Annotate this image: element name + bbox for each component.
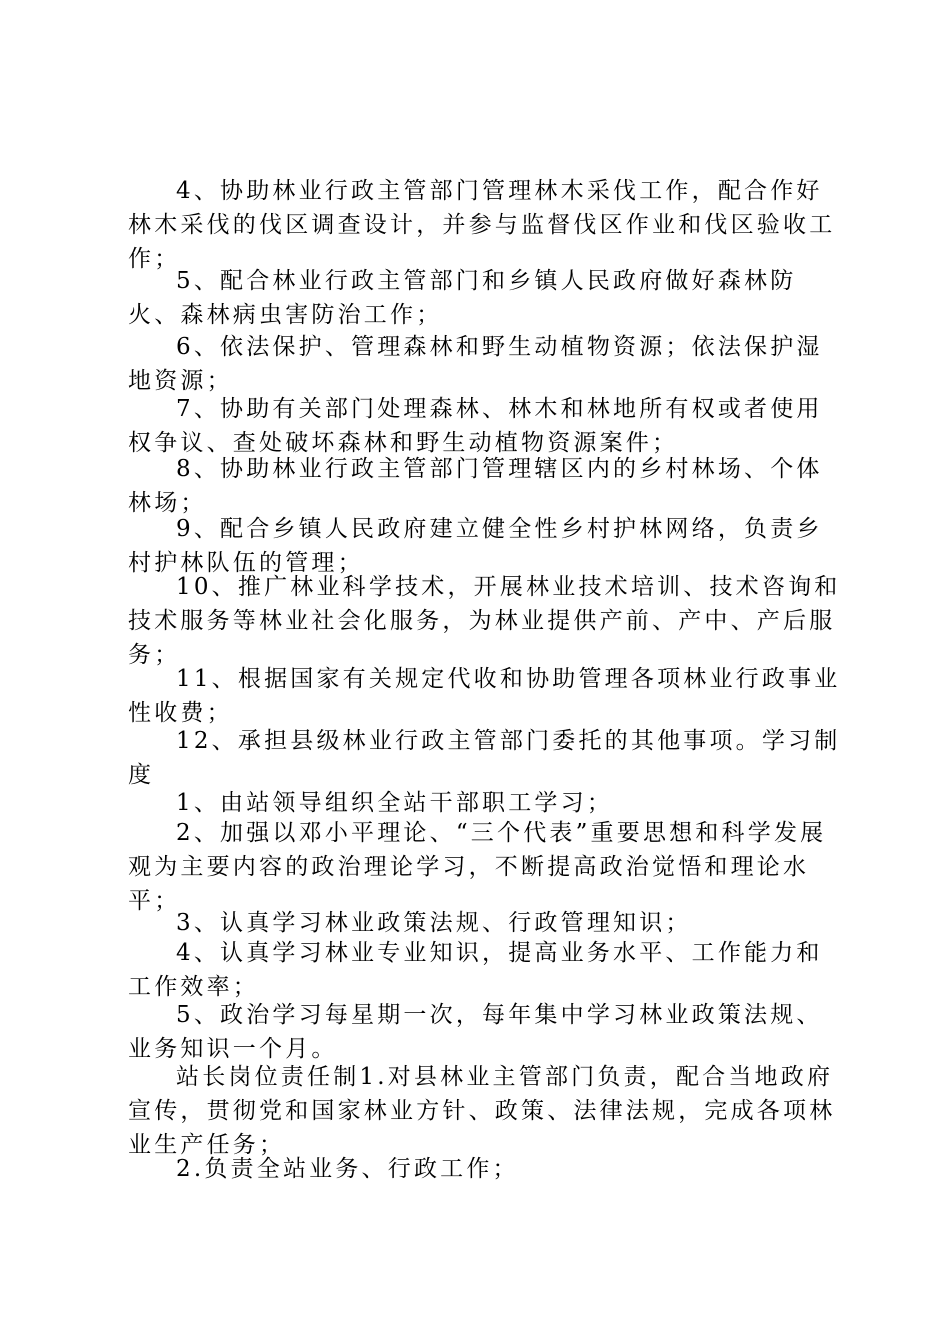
paragraph-study-4: 4、认真学习林业专业知识，提高业务水平、工作能力和工作效率； [128, 940, 823, 1000]
paragraph-item-8-farms: 8、协助林业行政主管部门管理辖区内的乡村林场、个体林场； [128, 456, 823, 516]
paragraph-item-9-patrol: 9、配合乡镇人民政府建立健全性乡村护林网络，负责乡村护林队伍的管理； [128, 516, 823, 576]
paragraph-item-11-fees: 11、根据国家有关规定代收和协助管理各项林业行政事业性收费； [128, 666, 841, 726]
paragraph-station-chief-1: 站长岗位责任制1.对县林业主管部门负责，配合当地政府宣传，贯彻党和国家林业方针、政策、法律法规，完成各项林业生产任务； [128, 1064, 836, 1158]
paragraph-study-3: 3、认真学习林业政策法规、行政管理知识； [176, 910, 692, 936]
paragraph-study-1: 1、由站领导组织全站干部职工学习； [176, 790, 614, 816]
paragraph-item-7-disputes: 7、协助有关部门处理森林、林木和林地所有权或者使用权争议、查处破坏森林和野生动植物资源案件； [128, 396, 823, 456]
paragraph-item-10-technology: 10、推广林业科学技术，开展林业技术培训、技术咨询和技术服务等林业社会化服务，为林业提供产前、产中、产后服务； [128, 574, 841, 668]
paragraph-study-5: 5、政治学习每星期一次，每年集中学习林业政策法规、业务知识一个月。 [128, 1002, 823, 1062]
paragraph-item-4-harvest: 4、协助林业行政主管部门管理林木采伐工作，配合作好林木采伐的伐区调查设计，并参与监督伐区作业和伐区验收工作； [128, 178, 836, 272]
paragraph-item-5-fire-prevention: 5、配合林业行政主管部门和乡镇人民政府做好森林防火、森林病虫害防治工作； [128, 268, 797, 328]
paragraph-station-chief-2: 2.负责全站业务、行政工作； [176, 1156, 519, 1182]
paragraph-study-2: 2、加强以邓小平理论、“三个代表”重要思想和科学发展观为主要内容的政治理论学习，不断提高政治觉悟和理论水平； [128, 820, 827, 914]
paragraph-item-6-resources: 6、依法保护、管理森林和野生动植物资源；依法保护湿地资源； [128, 334, 823, 394]
paragraph-item-12-other: 12、承担县级林业行政主管部门委托的其他事项。学习制度 [128, 728, 841, 788]
